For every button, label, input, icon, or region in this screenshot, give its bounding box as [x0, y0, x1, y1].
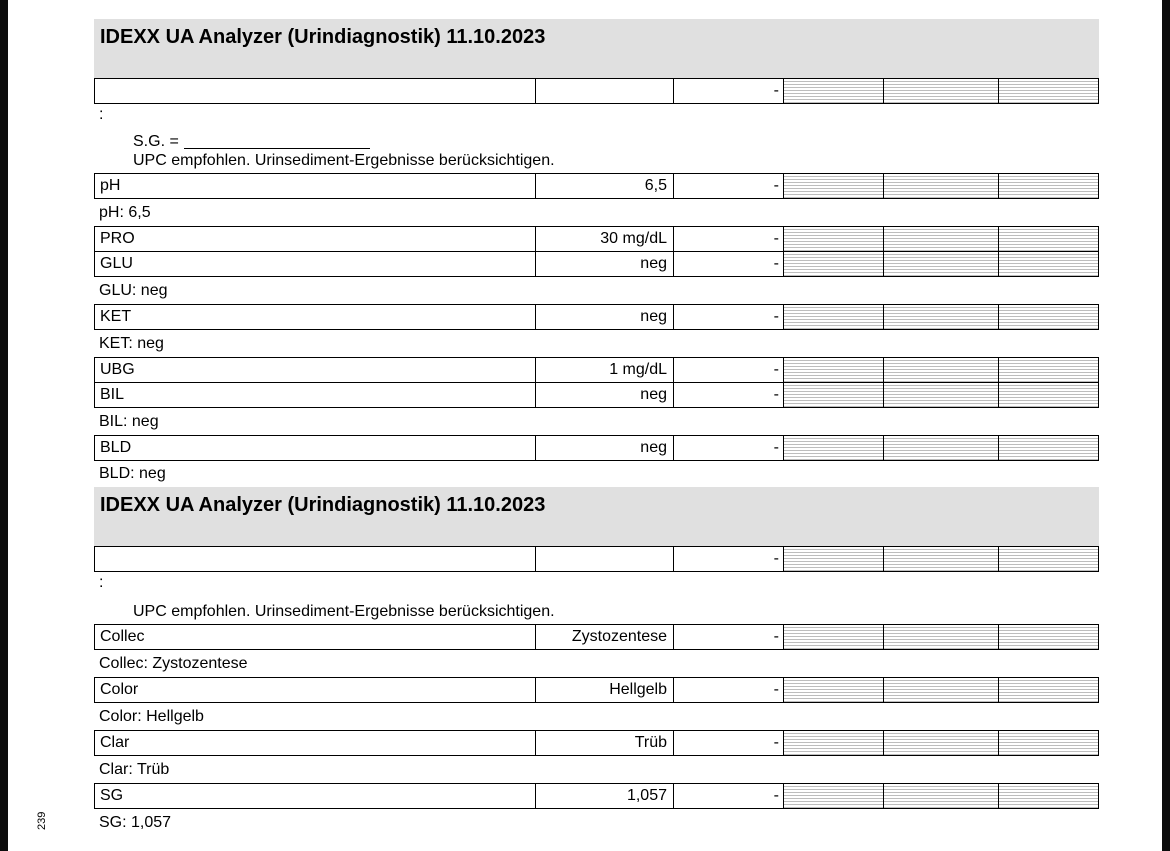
section-colon: : [99, 574, 104, 591]
graph-cell [784, 227, 884, 251]
graph-cell [999, 731, 1098, 755]
table-row [94, 783, 1099, 809]
recommendation-text: UPC empfohlen. Urinsediment-Ergebnisse berücksichtigen. [133, 152, 555, 169]
graph-cell [784, 305, 884, 329]
param-name: Collec [95, 625, 536, 649]
param-value: 1 mg/dL [536, 358, 674, 382]
section-colon: : [99, 106, 104, 123]
graph-cell [999, 305, 1098, 329]
graph-cell [999, 174, 1098, 198]
graph-cell [999, 79, 1098, 103]
graph-cell [999, 436, 1098, 460]
param-cell [95, 547, 536, 571]
right-edge [1162, 0, 1170, 851]
graph-cell [884, 678, 999, 702]
param-value: neg [536, 436, 674, 460]
param-name: BLD [95, 436, 536, 460]
param-value: 30 mg/dL [536, 227, 674, 251]
param-value: Trüb [536, 731, 674, 755]
table-row [94, 435, 1099, 461]
param-value: 1,057 [536, 784, 674, 808]
graph-cell [784, 625, 884, 649]
section-title: IDEXX UA Analyzer (Urindiagnostik) 11.10.2023 [94, 19, 1099, 78]
table-row [94, 226, 1099, 252]
param-value: neg [536, 252, 674, 276]
range-cell: - [674, 358, 784, 382]
param-value: neg [536, 383, 674, 407]
table-row [94, 252, 1099, 277]
range-cell: - [674, 227, 784, 251]
param-name: Color [95, 678, 536, 702]
param-name: GLU [95, 252, 536, 276]
graph-cell [784, 174, 884, 198]
table-row [94, 730, 1099, 756]
range-cell: - [674, 784, 784, 808]
graph-cell [999, 358, 1098, 382]
report-page [94, 19, 1099, 836]
graph-cell [999, 547, 1098, 571]
section-title: IDEXX UA Analyzer (Urindiagnostik) 11.10.2023 [94, 487, 1099, 546]
graph-cell [784, 79, 884, 103]
graph-cell [784, 784, 884, 808]
graph-cell [999, 227, 1098, 251]
range-cell: - [674, 305, 784, 329]
range-cell: - [674, 731, 784, 755]
graph-cell [884, 252, 999, 276]
table-row [94, 624, 1099, 650]
graph-cell [884, 784, 999, 808]
table-row [94, 357, 1099, 383]
row-note: BIL: neg [99, 413, 159, 430]
param-name: BIL [95, 383, 536, 407]
graph-cell [999, 252, 1098, 276]
recommendation-text: UPC empfohlen. Urinsediment-Ergebnisse berücksichtigen. [133, 603, 555, 620]
graph-cell [884, 731, 999, 755]
graph-cell [884, 305, 999, 329]
param-value: 6,5 [536, 174, 674, 198]
graph-cell [999, 784, 1098, 808]
range-cell: - [674, 383, 784, 407]
range-cell: - [674, 678, 784, 702]
blank-row [94, 546, 1099, 572]
graph-cell [784, 383, 884, 407]
graph-cell [884, 79, 999, 103]
graph-cell [784, 678, 884, 702]
row-note: KET: neg [99, 335, 164, 352]
param-name: SG [95, 784, 536, 808]
range-cell: - [674, 625, 784, 649]
sg-blank-line [184, 131, 370, 149]
graph-cell [884, 625, 999, 649]
param-value: Zystozentese [536, 625, 674, 649]
range-cell: - [674, 547, 784, 571]
graph-cell [784, 547, 884, 571]
graph-cell [884, 174, 999, 198]
graph-cell [884, 358, 999, 382]
page-side-label: 239 [36, 811, 48, 830]
range-cell: - [674, 79, 784, 103]
value-cell [536, 79, 674, 103]
param-value: Hellgelb [536, 678, 674, 702]
graph-cell [884, 383, 999, 407]
graph-cell [884, 547, 999, 571]
row-note: BLD: neg [99, 465, 166, 482]
graph-cell [884, 227, 999, 251]
sg-label: S.G. = [133, 133, 179, 150]
graph-cell [999, 678, 1098, 702]
graph-cell [784, 358, 884, 382]
row-note: Color: Hellgelb [99, 708, 204, 725]
param-cell [95, 79, 536, 103]
range-cell: - [674, 252, 784, 276]
table-row [94, 173, 1099, 199]
param-value: neg [536, 305, 674, 329]
graph-cell [784, 252, 884, 276]
table-row [94, 304, 1099, 330]
table-row [94, 677, 1099, 703]
graph-cell [999, 383, 1098, 407]
param-name: pH [95, 174, 536, 198]
row-note: Clar: Trüb [99, 761, 170, 778]
row-note: GLU: neg [99, 282, 168, 299]
range-cell: - [674, 174, 784, 198]
param-name: Clar [95, 731, 536, 755]
value-cell [536, 547, 674, 571]
row-note: pH: 6,5 [99, 204, 151, 221]
graph-cell [884, 436, 999, 460]
param-name: PRO [95, 227, 536, 251]
graph-cell [784, 436, 884, 460]
table-row [94, 383, 1099, 408]
sg-line [94, 131, 1099, 153]
row-note: Collec: Zystozentese [99, 655, 248, 672]
blank-row [94, 78, 1099, 104]
left-edge [0, 0, 8, 851]
graph-cell [999, 625, 1098, 649]
param-name: UBG [95, 358, 536, 382]
row-note: SG: 1,057 [99, 814, 172, 831]
param-name: KET [95, 305, 536, 329]
range-cell: - [674, 436, 784, 460]
graph-cell [784, 731, 884, 755]
